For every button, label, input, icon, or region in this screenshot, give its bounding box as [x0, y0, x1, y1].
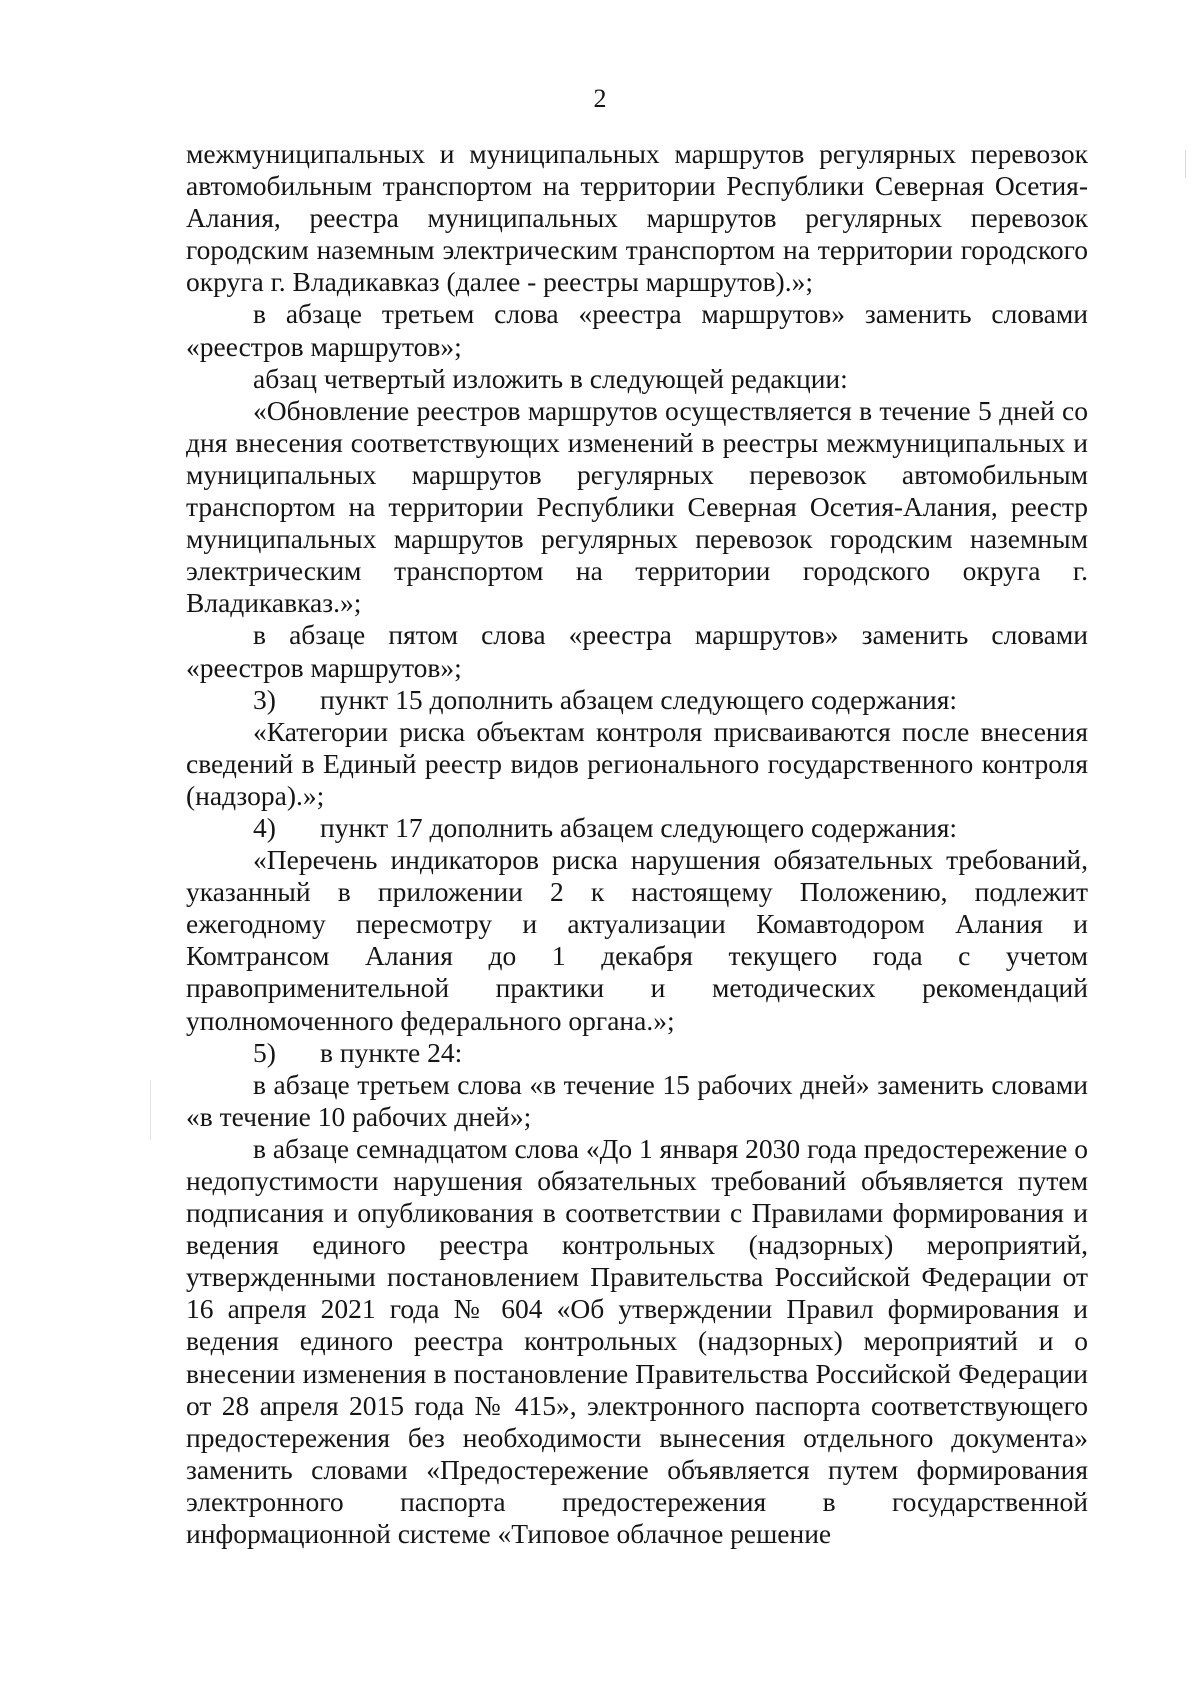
paragraph: в абзаце семнадцатом слова «До 1 января 2030 года предостережение о недопустимости нарушения обязательных требований объявляется путем подписания и опубликования в соответствии с Правилами формирования и ведения единого реестра контрольных (надзорных) мероприятий, утвержденными постановлением Правительства Российской Федерации от 16 апреля 2021 года № 604 «Об утверждении Правил формирования и ведения единого реестра контрольных (надзорных) мероприятий и о внесении изменения в постановление Правительства Российской Федерации от 28 апреля 2015 года № 415», электронного паспорта соответствующего предостережения без необходимости вынесения отдельного документа» заменить словами «Предостережение объявляется путем формирования электронного паспорта предостережения в государственной информационной системе «Типовое облачное решение: [186, 1132, 1088, 1550]
list-number: 5): [253, 1036, 276, 1068]
paragraph: межмуниципальных и муниципальных маршрутов регулярных перевозок автомобильным транспортом на территории Республики Северная Осетия-Алания, реестра муниципальных маршрутов регулярных перевозок городским наземным электрическим транспортом на территории городского округа г. Владикавказ (далее - реестры маршрутов).»;: [186, 138, 1088, 298]
paragraph: в абзаце третьем слова «в течение 15 рабочих дней» заменить словами «в течение 10 рабочих дней»;: [186, 1068, 1088, 1132]
list-item-text: в пункте 24:: [320, 1036, 463, 1068]
list-item-text: пункт 15 дополнить абзацем следующего содержания:: [320, 683, 958, 715]
paragraph: «Перечень индикаторов риска нарушения обязательных требований, указанный в приложении 2 к настоящему Положению, подлежит ежегодному пересмотру и актуализации Комавтодором Алания и Комтрансом Алания до 1 декабря текущего года с учетом правоприменительной практики и методических рекомендаций уполномоченного федерального органа.»;: [186, 844, 1088, 1036]
scan-margin-mark: [1185, 150, 1186, 178]
list-item-text: пункт 17 дополнить абзацем следующего содержания:: [320, 811, 958, 843]
list-item: [186, 684, 1088, 716]
paragraph: в абзаце пятом слова «реестра маршрутов» заменить словами «реестров маршрутов»;: [186, 619, 1088, 683]
list-item: [186, 812, 1088, 844]
paragraph: абзац четвертый изложить в следующей редакции:: [253, 362, 848, 394]
list-item: [186, 1037, 1088, 1069]
paragraph: в абзаце третьем слова «реестра маршрутов» заменить словами «реестров маршрутов»;: [186, 298, 1088, 362]
paragraph: «Категории риска объектам контроля присваиваются после внесения сведений в Единый реестр видов регионального государственного контроля (надзора).»;: [186, 715, 1088, 811]
list-number: 3): [253, 683, 276, 715]
document-body: [186, 138, 1088, 1550]
page-number: 2: [593, 84, 607, 113]
list-number: 4): [253, 811, 276, 843]
paragraph: «Обновление реестров маршрутов осуществляется в течение 5 дней со дня внесения соответствующих изменений в реестры межмуниципальных и муниципальных маршрутов регулярных перевозок автомобильным транспортом на территории Республики Северная Осетия-Алания, реестр муниципальных маршрутов регулярных перевозок городским наземным электрическим транспортом на территории городского округа г. Владикавказ.»;: [186, 394, 1088, 619]
scan-margin-mark: [150, 1080, 151, 1140]
